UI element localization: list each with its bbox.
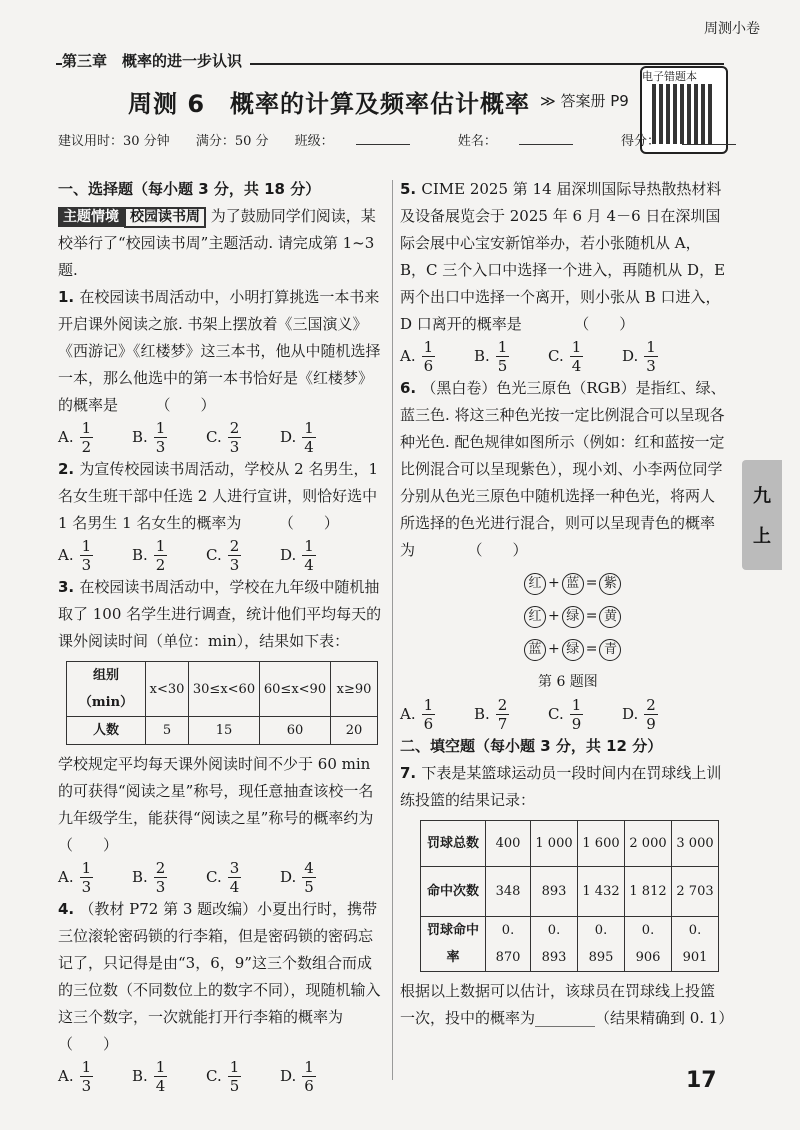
option-item	[132, 537, 206, 574]
q7-cell: 893	[531, 867, 578, 917]
q7-table	[420, 820, 719, 972]
right-column	[400, 176, 734, 1032]
fraction-denominator: 4	[304, 556, 314, 574]
fraction-denominator: 5	[304, 878, 314, 896]
left-column	[58, 176, 419, 1095]
option-letter: A.	[58, 546, 74, 564]
fraction-denominator: 6	[423, 715, 434, 733]
option-fraction	[228, 1058, 242, 1095]
option-fraction	[154, 419, 168, 456]
q7-cell: 348	[486, 867, 531, 917]
fraction-numerator: 1	[304, 1058, 314, 1076]
q3-row-cell: 5	[146, 717, 189, 745]
fraction-denominator: 9	[646, 715, 656, 733]
option-fraction	[154, 1058, 168, 1095]
q7-cell: 1 000	[531, 821, 578, 867]
option-fraction	[302, 419, 316, 456]
fraction-numerator: 1	[423, 696, 434, 714]
q7-cell: 0. 870	[486, 917, 531, 972]
q7-cell: 400	[486, 821, 531, 867]
q6-caption: 第 6 题图	[538, 674, 598, 690]
fraction-numerator: 1	[571, 338, 582, 356]
question-5: 5. CIME 2025 第 14 届深圳国际导热散热材料及设备展览会于 2025 年 6 月 4－6 日在深圳国际会展中心宝安新馆举办，若小张随机从 A，B，C 三个入口中选择一个进入，再随机从 D，E 两个出口中选择一个离开，则小张从 B 口进入，D 口离开的概率是 （ ）	[400, 180, 726, 333]
option-letter: A.	[400, 705, 416, 723]
q7-tail: 根据以上数据可以估计，该球员在罚球线上投篮一次，投中的概率为________（结果精确到 0. 1）	[400, 982, 734, 1027]
q3-row-cell: 20	[331, 717, 378, 745]
option-item	[206, 419, 280, 456]
option-fraction	[570, 338, 584, 375]
q7-cell: 0. 893	[531, 917, 578, 972]
q3-row-cell: 15	[189, 717, 260, 745]
fraction-denominator: 6	[304, 1077, 314, 1095]
option-fraction	[154, 859, 168, 896]
option-fraction	[228, 537, 242, 574]
q3-tail: 学校规定平均每天课外阅读时间不少于 60 min 的可获得“阅读之星”称号，现任意抽查该校一名九年级学生，能获得“阅读之星”称号的概率约为 （ ）	[58, 755, 419, 854]
option-letter: B.	[132, 868, 148, 886]
fraction-denominator: 3	[646, 357, 656, 375]
name-field: 姓名：	[458, 134, 595, 149]
option-fraction	[302, 537, 316, 574]
option-letter: A.	[400, 347, 416, 365]
fraction-denominator: 3	[81, 556, 92, 574]
option-item	[280, 859, 354, 896]
q7-cell: 1 600	[578, 821, 625, 867]
q5-options	[400, 338, 726, 375]
q4-options	[58, 1058, 384, 1095]
fraction-numerator: 1	[81, 537, 92, 555]
option-letter: B.	[132, 428, 148, 446]
option-item	[132, 1058, 206, 1095]
option-item	[400, 696, 474, 733]
option-fraction	[496, 338, 510, 375]
option-letter: A.	[58, 868, 74, 886]
fraction-numerator: 1	[304, 537, 314, 555]
option-fraction	[302, 1058, 316, 1095]
option-fraction	[496, 696, 510, 733]
q3-table	[66, 661, 378, 745]
class-field: 班级：	[295, 134, 432, 149]
q3-header-cell: 60≤x<90	[260, 662, 331, 717]
q2-options	[58, 537, 384, 574]
answer-reference: ≫ 答案册 P9	[540, 92, 629, 110]
fraction-denominator: 3	[155, 438, 166, 456]
theme-intro	[58, 203, 384, 284]
option-letter: D.	[280, 1067, 297, 1085]
fraction-denominator: 3	[229, 556, 240, 574]
q7-row-label: 命中次数	[421, 867, 486, 917]
fraction-numerator: 1	[229, 1058, 240, 1076]
option-fraction	[80, 1058, 94, 1095]
q7-cell: 2 000	[625, 821, 672, 867]
fraction-numerator: 2	[229, 537, 240, 555]
option-fraction	[228, 419, 242, 456]
q6-diagram	[524, 570, 726, 696]
option-fraction	[228, 859, 242, 896]
question-2: 2. 为宣传校园读书周活动，学校从 2 名男生，1 名女生班干部中任选 2 人进行宣讲，则恰好选中 1 名男生 1 名女生的概率为 （ ）	[58, 460, 378, 532]
fraction-denominator: 5	[229, 1077, 240, 1095]
fraction-denominator: 4	[304, 438, 314, 456]
q6-options	[400, 696, 726, 733]
option-fraction	[154, 537, 168, 574]
option-item	[132, 859, 206, 896]
option-fraction	[644, 338, 658, 375]
option-letter: B.	[132, 1067, 148, 1085]
suggested-time: 建议用时：30 分钟	[58, 134, 170, 149]
fraction-numerator: 2	[497, 696, 508, 714]
info-line	[58, 130, 780, 149]
question-3: 3. 在校园读书周活动中，学校在九年级中随机抽取了 100 名学生进行调查，统计他们平均每天的课外阅读时间（单位：min），结果如下表：	[58, 578, 382, 650]
option-fraction	[570, 696, 584, 733]
fraction-denominator: 3	[229, 438, 240, 456]
question-1: 1. 在校园读书周活动中，小明打算挑选一本书来开启课外阅读之旅. 书架上摆放着《三国演义》《西游记》《红楼梦》这三本书，他从中随机选择一本，那么他选中的第一本书恰好是《红楼梦》的概率是 （ ）	[58, 288, 381, 414]
theme-tag: 主题情境	[58, 207, 124, 227]
q7-cell: 3 000	[672, 821, 719, 867]
top-tag: 周测小卷	[704, 21, 760, 37]
option-letter: B.	[474, 347, 490, 365]
q7-row-label: 罚球总数	[421, 821, 486, 867]
column-divider	[392, 180, 393, 1080]
q7-cell: 0. 901	[672, 917, 719, 972]
question-4: 4. （教材 P72 第 3 题改编）小夏出行时，携带三位滚轮密码锁的行李箱，但是密码锁的密码忘记了，只记得是由“3，6，9”这三个数组合而成的三位数（不同数位上的数字不同），现随机输入这三个数字，一次就能打开行李箱的概率为 （ ）	[58, 900, 389, 1053]
q7-cell: 0. 895	[578, 917, 625, 972]
option-fraction	[644, 696, 658, 733]
fraction-denominator: 3	[155, 878, 166, 896]
q3-header-cell: x≥90	[331, 662, 378, 717]
option-item	[280, 419, 354, 456]
fraction-numerator: 2	[229, 419, 240, 437]
option-item	[400, 338, 474, 375]
fraction-denominator: 9	[571, 715, 582, 733]
fraction-numerator: 1	[571, 696, 582, 714]
option-letter: C.	[548, 347, 564, 365]
page-title: 周测 6 概率的计算及频率估计概率	[128, 90, 531, 118]
full-score: 满分：50 分	[195, 134, 269, 149]
option-item	[280, 537, 354, 574]
option-fraction	[80, 537, 94, 574]
fraction-denominator: 2	[81, 438, 92, 456]
fraction-denominator: 3	[81, 878, 92, 896]
fraction-numerator: 3	[229, 859, 240, 877]
option-letter: C.	[206, 1067, 222, 1085]
fraction-denominator: 3	[81, 1077, 92, 1095]
q1-options	[58, 419, 384, 456]
q6-diagram-row: 红 + 绿 = 黄	[524, 603, 726, 630]
option-letter: D.	[622, 705, 639, 723]
option-letter: C.	[206, 868, 222, 886]
question-7: 7. 下表是某篮球运动员一段时间内在罚球线上训练投篮的结果记录：	[400, 764, 722, 809]
fraction-numerator: 1	[497, 338, 508, 356]
fraction-numerator: 1	[81, 419, 92, 437]
fraction-numerator: 1	[646, 338, 656, 356]
option-fraction	[422, 696, 436, 733]
option-item	[548, 338, 622, 375]
option-letter: B.	[474, 705, 490, 723]
side-tab-char: 九	[753, 486, 771, 507]
option-item	[206, 1058, 280, 1095]
option-item	[622, 338, 696, 375]
option-item	[58, 859, 132, 896]
q3-header-cell: 组别（min）	[67, 662, 146, 717]
fraction-denominator: 4	[155, 1077, 166, 1095]
fraction-numerator: 1	[81, 859, 92, 877]
option-item	[58, 537, 132, 574]
fraction-numerator: 1	[155, 419, 166, 437]
option-letter: D.	[280, 428, 297, 446]
q3-header-cell: 30≤x<60	[189, 662, 260, 717]
option-letter: C.	[548, 705, 564, 723]
option-letter: A.	[58, 1067, 74, 1085]
q7-row-label: 罚球命中率	[421, 917, 486, 972]
option-fraction	[302, 859, 316, 896]
fraction-numerator: 2	[155, 859, 166, 877]
section-2-heading: 二、填空题（每小题 3 分，共 12 分）	[400, 737, 663, 755]
fraction-numerator: 2	[646, 696, 656, 714]
score-field: 得分：	[621, 134, 758, 149]
chapter-label: 第三章 概率的进一步认识	[62, 50, 250, 71]
fraction-numerator: 4	[304, 859, 314, 877]
side-tab-char: 上	[753, 526, 771, 547]
option-letter: C.	[206, 428, 222, 446]
fraction-denominator: 2	[155, 556, 166, 574]
option-item	[548, 696, 622, 733]
fraction-denominator: 7	[497, 715, 508, 733]
option-item	[474, 696, 548, 733]
q3-row-cell: 60	[260, 717, 331, 745]
q7-cell: 0. 906	[625, 917, 672, 972]
grade-side-tab	[742, 460, 782, 570]
q6-diagram-row: 蓝 + 绿 = 青	[524, 636, 726, 663]
option-letter: D.	[622, 347, 639, 365]
option-letter: D.	[280, 868, 297, 886]
option-item	[206, 537, 280, 574]
question-6: 6. （黑白卷）色光三原色（RGB）是指红、绿、蓝三色. 将这三种色光按一定比例混合可以呈现各种光色. 配色规律如图所示（例如：红和蓝按一定比例混合可以呈现紫色），现小刘、小李两位同学分别从色光三原色中随机选择一种色光，将两人所选择的色光进行混合，则可以呈现青色的概率为 （ ）	[400, 379, 726, 559]
fraction-numerator: 1	[155, 1058, 166, 1076]
fraction-denominator: 5	[497, 357, 508, 375]
option-letter: C.	[206, 546, 222, 564]
fraction-numerator: 1	[423, 338, 434, 356]
option-fraction	[80, 419, 94, 456]
option-fraction	[422, 338, 436, 375]
option-letter: D.	[280, 546, 297, 564]
fraction-denominator: 4	[229, 878, 240, 896]
q3-header-cell: x<30	[146, 662, 189, 717]
q3-options	[58, 859, 384, 896]
q3-row-cell: 人数	[67, 717, 146, 745]
fraction-denominator: 4	[571, 357, 582, 375]
fraction-denominator: 6	[423, 357, 434, 375]
option-item	[58, 419, 132, 456]
q7-cell: 1 432	[578, 867, 625, 917]
option-item	[206, 859, 280, 896]
intro-text: 为了鼓励同学们阅读，某校举行了“校园读书周”主题活动. 请完成第 1~3 题.	[58, 207, 376, 279]
option-letter: A.	[58, 428, 74, 446]
q7-cell: 2 703	[672, 867, 719, 917]
q7-cell: 1 812	[625, 867, 672, 917]
option-letter: B.	[132, 546, 148, 564]
fraction-numerator: 1	[81, 1058, 92, 1076]
option-item	[132, 419, 206, 456]
option-item	[622, 696, 696, 733]
q6-diagram-row: 红 + 蓝 = 紫	[524, 570, 726, 597]
option-item	[58, 1058, 132, 1095]
fraction-numerator: 1	[304, 419, 314, 437]
section-1-heading: 一、选择题（每小题 3 分，共 18 分）	[58, 180, 321, 198]
page-number: 17	[686, 1068, 717, 1093]
option-item	[474, 338, 548, 375]
option-fraction	[80, 859, 94, 896]
fraction-numerator: 1	[155, 537, 166, 555]
theme-topic: 校园读书周	[124, 207, 206, 228]
qr-label: 电子错题本	[642, 70, 697, 83]
option-item	[280, 1058, 354, 1095]
